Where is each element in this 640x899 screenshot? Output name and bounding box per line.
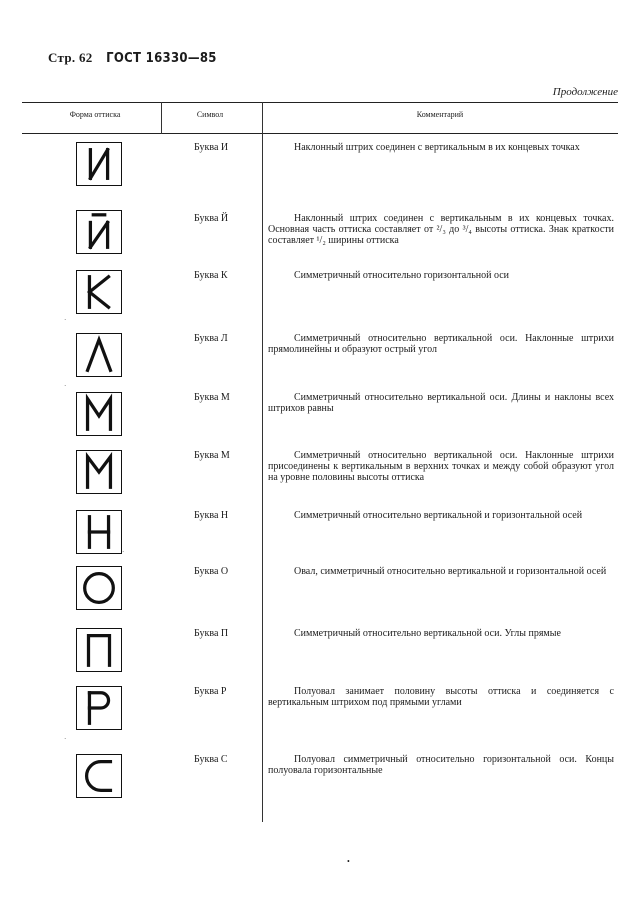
- letter-8-stamp: [77, 567, 121, 609]
- standard-number: ГОСТ 16330—85: [106, 51, 217, 66]
- column-divider: [161, 102, 162, 134]
- letter-6-stamp: [77, 451, 121, 493]
- letter-9-stamp: [77, 629, 121, 671]
- letter-5-stamp: [77, 393, 121, 435]
- symbol-cell: Буква П: [194, 628, 229, 639]
- letter-4-stamp: [77, 334, 121, 376]
- comment-cell: Симметричный относительно вертикальной оси. Наклонные штрихи прямолинейны и образуют острый угол: [268, 333, 614, 355]
- symbol-cell: Буква Й: [194, 213, 229, 224]
- scan-speck: ·: [64, 316, 67, 324]
- symbol-cell: Буква С: [194, 754, 228, 765]
- comment-cell: Симметричный относительно вертикальной и горизонтальной осей: [294, 510, 583, 521]
- stamp-glyph: [76, 333, 122, 377]
- symbol-cell: Буква Р: [194, 686, 227, 697]
- symbol-cell: Буква К: [194, 270, 228, 281]
- stamp-glyph: [76, 210, 122, 254]
- page-mark: •: [347, 857, 350, 866]
- symbol-cell: Буква Л: [194, 333, 228, 344]
- scan-speck: ·: [64, 382, 67, 390]
- letter-10-stamp: [77, 687, 121, 729]
- letter-1-stamp: [77, 143, 121, 185]
- letter-7-stamp: [77, 511, 121, 553]
- page-number: Стр. 62: [48, 50, 93, 65]
- symbol-cell: Буква О: [194, 566, 229, 577]
- stamp-glyph: [76, 566, 122, 610]
- comment-cell: Наклонный штрих соединен с вертикальным в их концевых точках. Основная часть оттиска составляет от ²/₃ до ³/₄ высоты оттиска. Знак краткости составляет ¹/₂ ширины оттиска: [268, 213, 614, 246]
- symbol-cell: Буква М: [194, 450, 230, 461]
- column-header-comment: Комментарий: [416, 110, 464, 119]
- comment-cell: Симметричный относительно вертикальной оси. Углы прямые: [294, 628, 561, 639]
- symbol-cell: Буква М: [194, 392, 230, 403]
- comment-cell: Овал, симметричный относительно вертикальной и горизонтальной осей: [294, 566, 607, 577]
- comment-cell: Наклонный штрих соединен с вертикальным в их концевых точках: [294, 142, 580, 153]
- table-header-rule: [22, 133, 618, 134]
- stamp-glyph: [76, 392, 122, 436]
- scan-speck: ·: [64, 735, 67, 743]
- symbol-cell: Буква И: [194, 142, 229, 153]
- comment-cell: Симметричный относительно вертикальной оси. Длины и наклоны всех штрихов равны: [268, 392, 614, 414]
- column-header-symbol: Символ: [196, 110, 224, 119]
- symbol-cell: Буква Н: [194, 510, 229, 521]
- table-top-rule: [22, 102, 618, 103]
- column-header-form: Форма оттиска: [69, 110, 121, 119]
- comment-cell: Полуовал занимает половину высоты оттиска и соединяется с вертикальным штрихом под прямыми углами: [268, 686, 614, 708]
- stamp-glyph: [76, 142, 122, 186]
- letter-2-stamp: [77, 211, 121, 253]
- stamp-glyph: [76, 510, 125, 556]
- stamp-glyph: [76, 754, 122, 798]
- stamp-glyph: [76, 628, 122, 672]
- comment-cell: Симметричный относительно вертикальной оси. Наклонные штрихи присоединены к вертикальным в верхних точках и между собой образуют угол на уровне половины высоты оттиска: [268, 450, 614, 483]
- page-header: [48, 50, 217, 66]
- letter-11-stamp: [77, 755, 121, 797]
- comment-cell: Симметричный относительно горизонтальной оси: [294, 270, 510, 281]
- scan-speck: ·: [122, 548, 125, 556]
- letter-3-stamp: [77, 271, 121, 313]
- column-divider: [262, 102, 263, 822]
- comment-cell: Полуовал симметричный относительно горизонтальной оси. Концы полуовала горизонтальные: [268, 754, 614, 776]
- stamp-glyph: [76, 450, 122, 494]
- stamp-glyph: [76, 686, 122, 730]
- stamp-glyph: [76, 270, 122, 314]
- continued-label: Продолжение: [552, 86, 618, 98]
